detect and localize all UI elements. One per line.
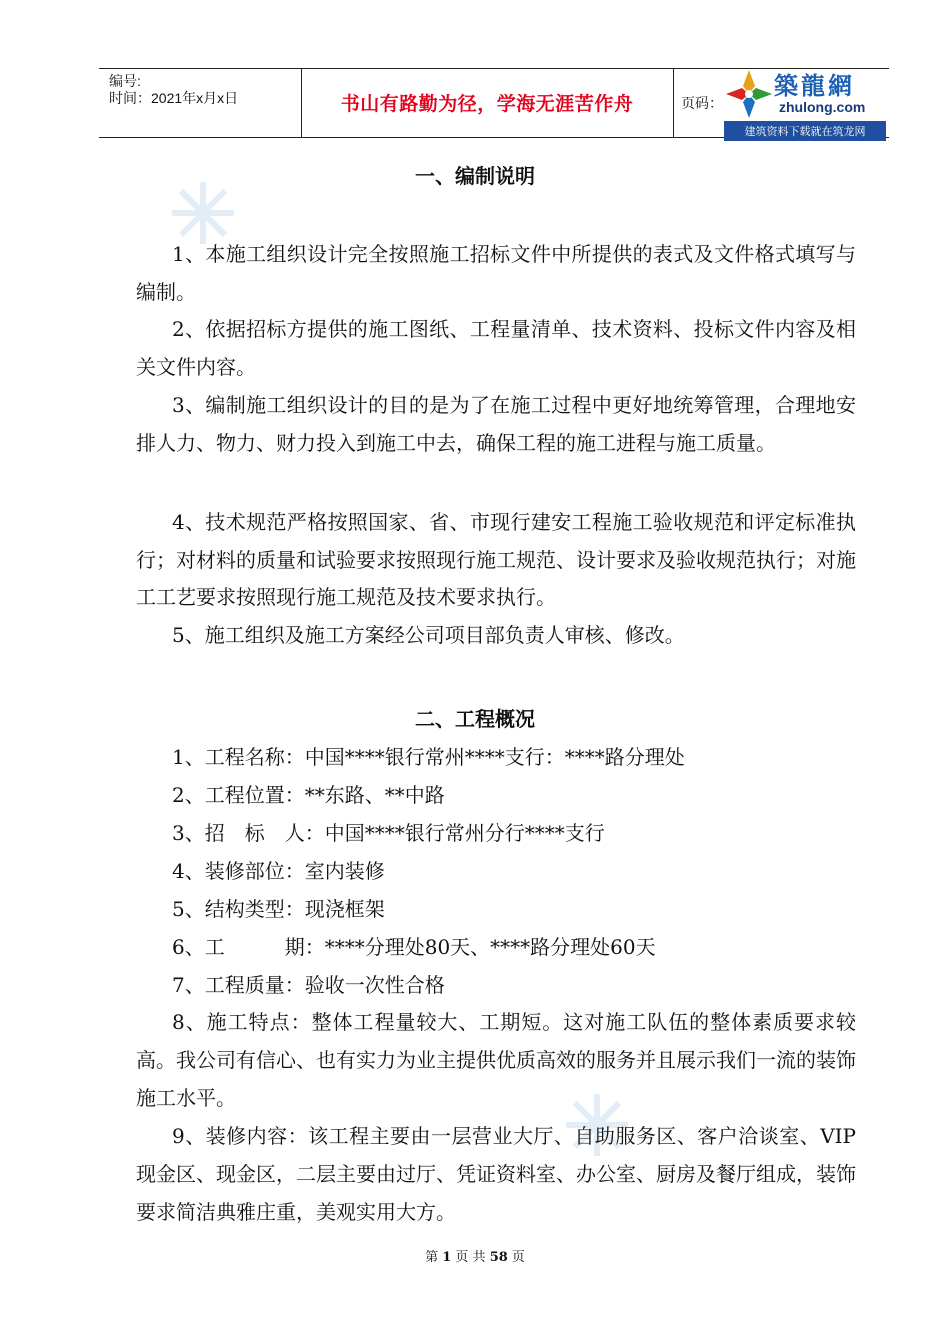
footer-total-pages: 58 (489, 1250, 508, 1265)
overview-item: 5、结构类型：现浇框架 (172, 897, 385, 921)
paragraph: 1、本施工组织设计完全按照施工招标文件中所提供的表式及文件格式填写与编制。 (136, 242, 856, 304)
page-footer (0, 1246, 950, 1265)
header-meta-cell (99, 69, 302, 137)
section-title-compilation-notes: 一、编制说明 (415, 164, 535, 188)
header-motto-cell (301, 69, 674, 137)
paragraph: 5、施工组织及施工方案经公司项目部负责人审核、修改。 (172, 623, 685, 647)
footer-suffix: 页 (511, 1250, 525, 1265)
paragraph: 3、编制施工组织设计的目的是为了在施工过程中更好地统筹管理，合理地安排人力、物力、财力投入到施工中去，确保工程的施工进程与施工质量。 (136, 393, 856, 455)
logo-slogan: 建筑资料下载就在筑龙网 (744, 125, 866, 138)
footer-middle: 页 共 (455, 1250, 486, 1265)
footer-prefix: 第 (425, 1250, 439, 1265)
overview-item: 7、工程质量：验收一次性合格 (172, 973, 445, 997)
zhulong-logo (724, 64, 886, 142)
paragraph: 4、技术规范严格按照国家、省、市现行建安工程施工验收规范和评定标准执行；对材料的质量和试验要求按照现行施工规范、设计要求及验收规范执行；对施工工艺要求按照现行施工规范及技术要求执行。 (136, 510, 856, 609)
logo-star-icon (724, 68, 774, 120)
paragraph: 9、装修内容：该工程主要由一层营业大厅、自助服务区、客户洽谈室、VIP现金区、现金区，二层主要由过厅、凭证资料室、办公室、厨房及餐厅组成，装饰要求简洁典雅庄重，美观实用大方。 (136, 1124, 856, 1224)
paragraph: 2、依据招标方提供的施工图纸、工程量清单、技术资料、投标文件内容及相关文件内容。 (136, 317, 856, 379)
logo-slogan-bar (724, 121, 886, 141)
section-title-project-overview: 二、工程概况 (415, 707, 535, 731)
header-motto: 书山有路勤为径，学海无涯苦作舟 (340, 93, 634, 115)
logo-name: 築龍網 (774, 72, 855, 100)
overview-item: 4、装修部位：室内装修 (172, 859, 385, 883)
logo-domain: zhulong.com (779, 99, 866, 115)
overview-item: 6、工 期：****分理处80天、****路分理处60天 (172, 935, 656, 959)
overview-item: 2、工程位置：**东路、**中路 (172, 783, 445, 807)
overview-item: 3、招 标 人：中国****银行常州分行****支行 (172, 821, 605, 845)
document-date-label: 时间：2021年x月x日 (109, 90, 239, 106)
document-number-label: 编号: (109, 73, 141, 89)
page-number-label: 页码： (681, 95, 723, 111)
overview-item: 1、工程名称：中国****银行常州****支行：****路分理处 (172, 745, 685, 769)
footer-current-page: 1 (442, 1250, 452, 1265)
paragraph: 8、施工特点：整体工程量较大、工期短。这对施工队伍的整体素质要求较高。我公司有信心、也有实力为业主提供优质高效的服务并且展示我们一流的装饰施工水平。 (136, 1010, 856, 1110)
